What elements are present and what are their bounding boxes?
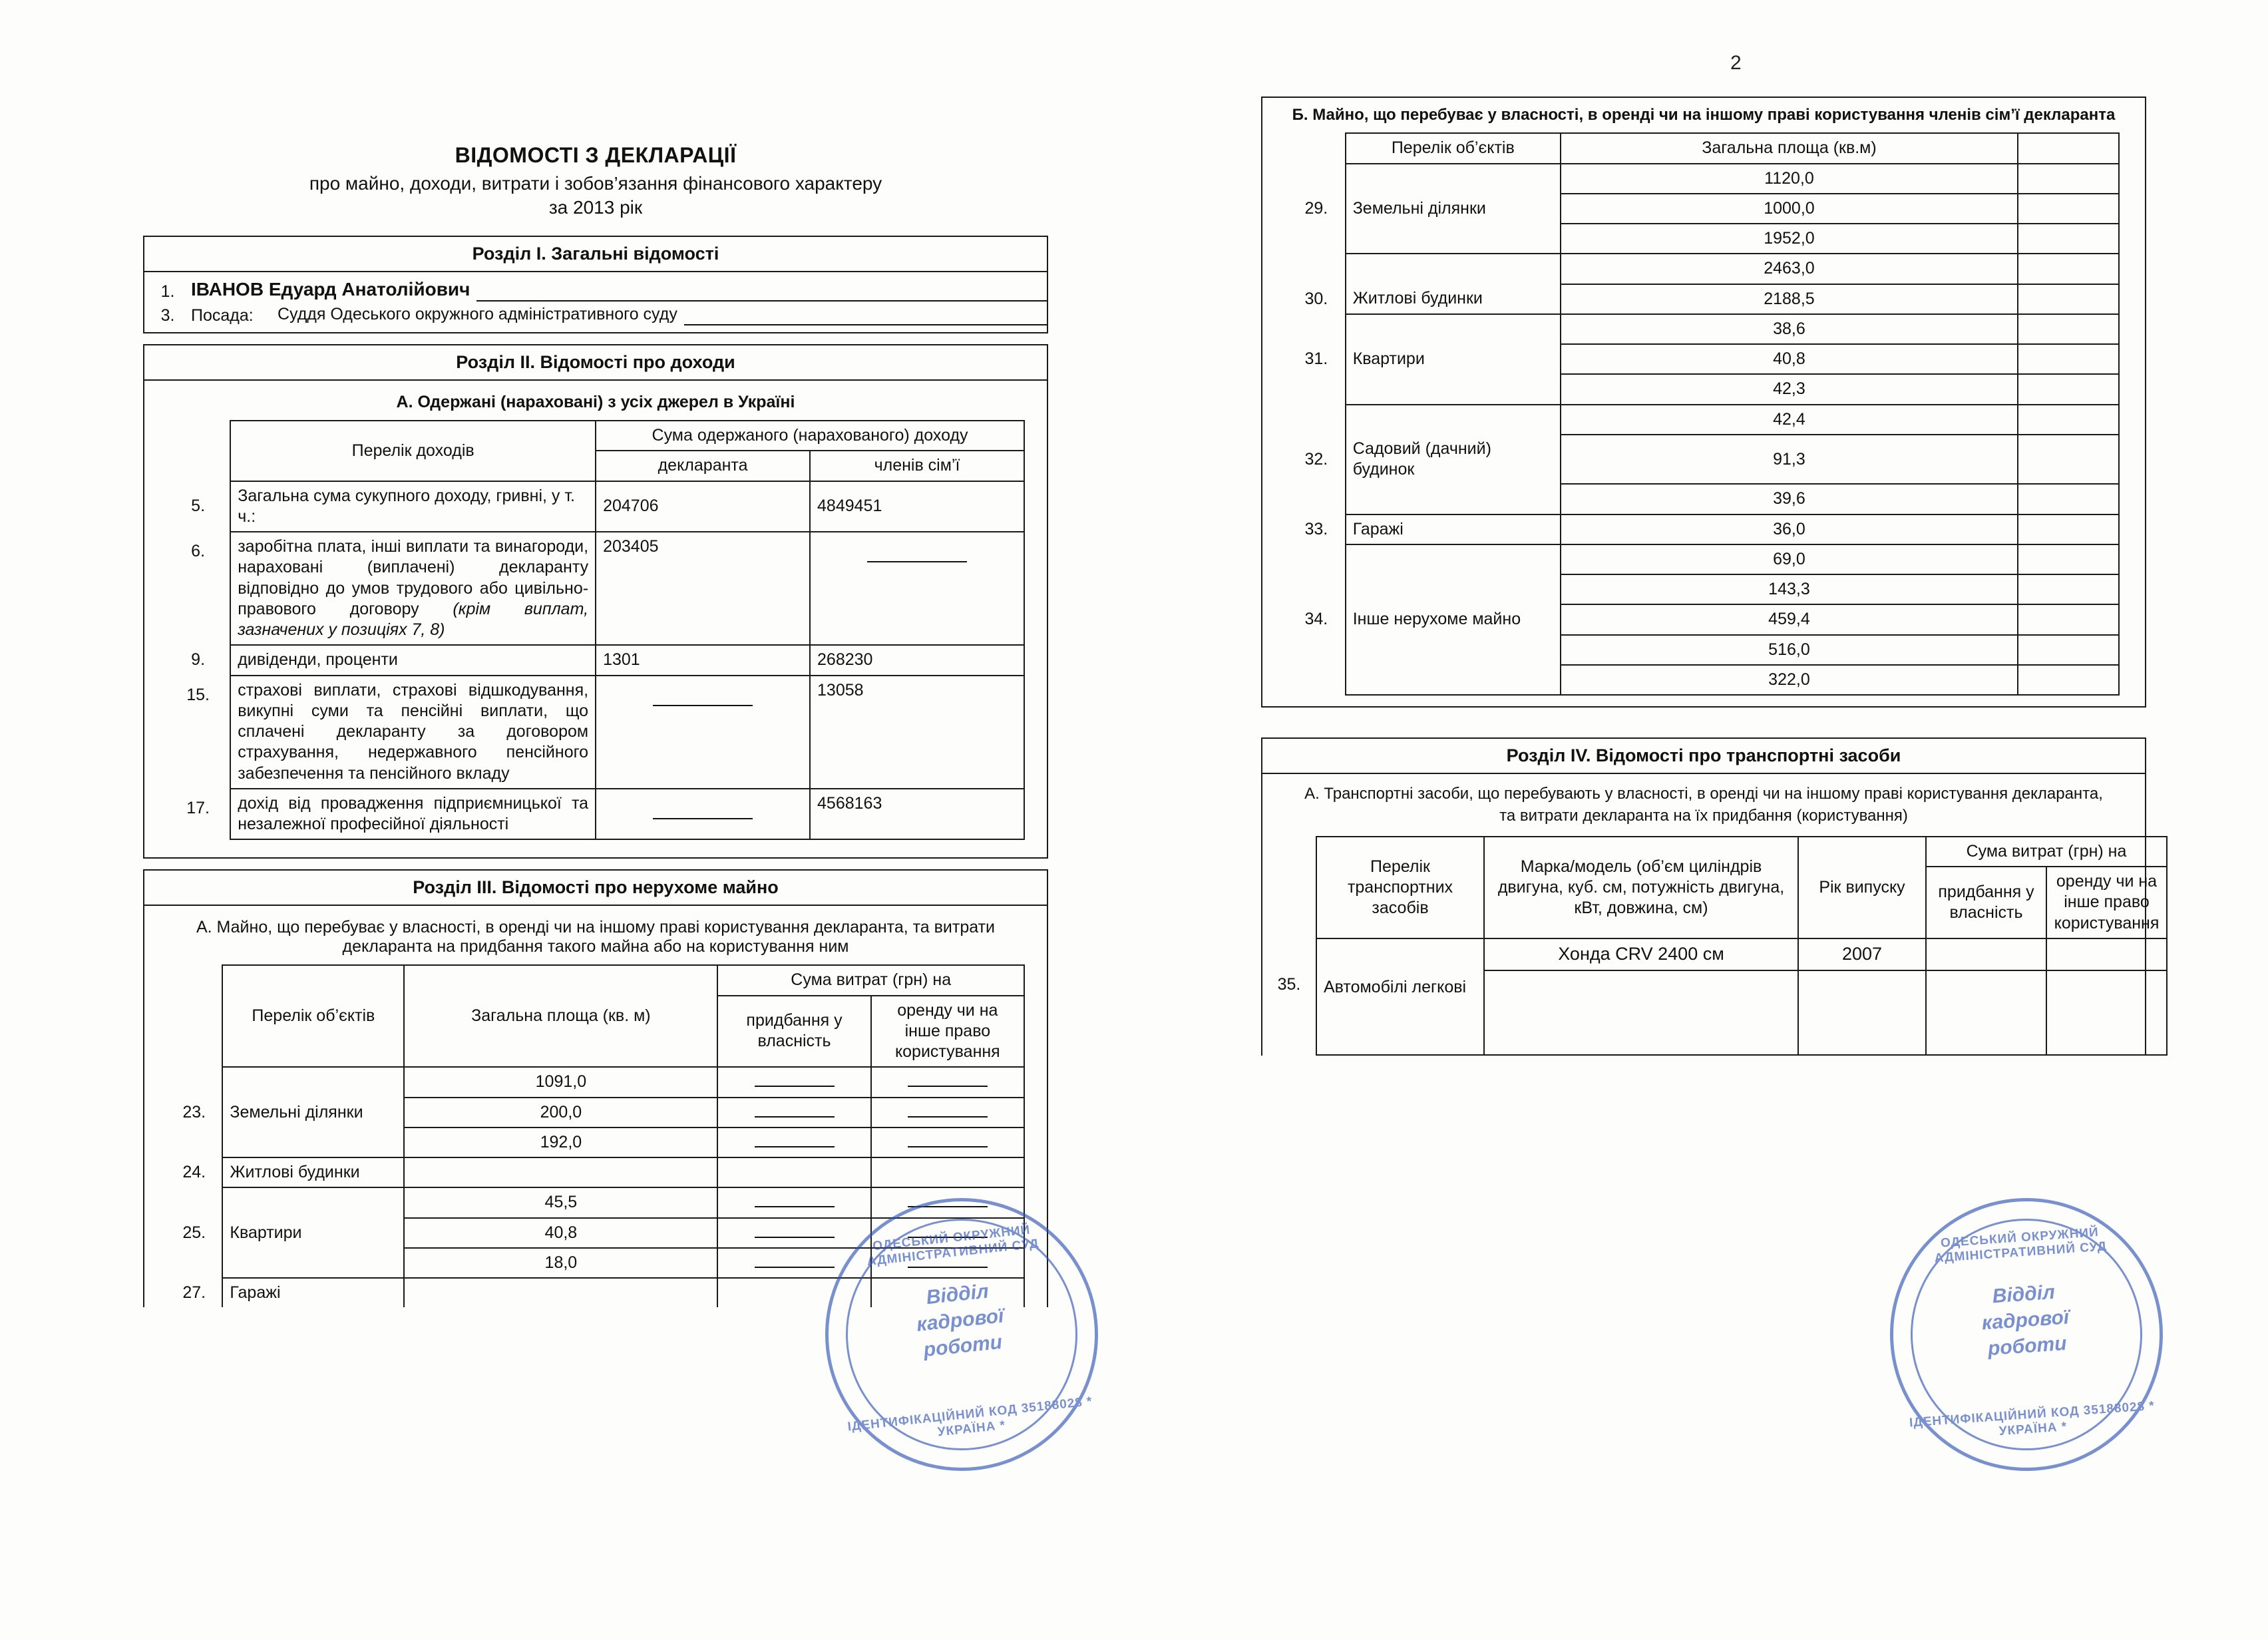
re-area-value: 192,0 <box>404 1128 717 1157</box>
row-number: 25. <box>182 1223 206 1242</box>
re-cost-buy <box>717 1067 870 1097</box>
reb-extra-cell <box>2018 374 2119 404</box>
row-number <box>166 1187 222 1217</box>
row-number <box>1288 254 1346 284</box>
re-object-label: Гаражі <box>222 1278 404 1307</box>
table-row <box>166 481 1024 532</box>
reb-object-label: Земельні ділянки <box>1346 194 1561 224</box>
section-4-subheader: А. Транспортні засоби, що перебувають у власності, в оренді чи на іншому праві користування декларанта, та витрати декларанта на їх придбання (користування) <box>1304 785 2103 825</box>
reb-extra-cell <box>2018 435 2119 485</box>
declarant-name: ІВАНОВ Едуард Анатолійович <box>191 279 471 300</box>
row-number: 27. <box>182 1283 206 1302</box>
reb-extra-cell <box>2018 514 2119 544</box>
re-object-label: Земельні ділянки <box>222 1098 404 1128</box>
table-row <box>1288 314 2119 344</box>
row-number <box>166 1067 222 1097</box>
table-row <box>1288 164 2119 194</box>
reb-extra-cell <box>2018 194 2119 224</box>
row-number <box>1288 574 1346 604</box>
row-number: 23. <box>182 1102 206 1122</box>
row-number <box>1288 665 1346 695</box>
reb-area-value: 143,3 <box>1561 574 2018 604</box>
position-label: Посада: <box>191 306 254 325</box>
stamp-inner-text: Відділ кадрової роботи <box>1981 1281 2070 1360</box>
income-label: дохід від провадження підприємницької та незалежної професійної діяльності <box>230 789 596 840</box>
reb-extra-cell <box>2018 484 2119 514</box>
reb-object-label <box>1346 484 1561 514</box>
income-label <box>230 532 596 645</box>
income-declarant-value: 1301 <box>596 645 810 675</box>
spacer-cell <box>166 965 222 1067</box>
name-rule <box>476 280 1047 302</box>
reb-area-value: 1000,0 <box>1561 194 2018 224</box>
re-object-label <box>222 1248 404 1278</box>
table-row <box>1288 604 2119 634</box>
title-line-3: за 2013 рік <box>548 197 643 218</box>
reb-object-label: Житлові будинки <box>1346 284 1561 314</box>
income-label: дивіденди, проценти <box>230 645 596 675</box>
income-col-family: членів сім’ї <box>810 451 1024 481</box>
re-cost-rent <box>871 1098 1024 1128</box>
income-label-note: (крім виплат, зазначених у позиціях 7, 8) <box>238 599 589 639</box>
income-col-declarant: декларанта <box>596 451 810 481</box>
section-1-block <box>143 236 1048 333</box>
re-object-label: Квартири <box>222 1218 404 1248</box>
reb-col-extra <box>2018 133 2119 163</box>
row-number: 1. <box>160 282 175 301</box>
section-1-row-position <box>144 304 1047 332</box>
income-family-value-empty <box>810 532 1024 645</box>
reb-object-label: Садовий (дачний) будинок <box>1346 435 1561 485</box>
re-area-value: 18,0 <box>404 1248 717 1278</box>
row-number: 34. <box>1304 610 1328 629</box>
veh-label: Автомобілі легкові <box>1316 970 1484 1055</box>
re-area-value <box>404 1157 717 1187</box>
table-row <box>1288 284 2119 314</box>
section-3-subheader-b: Б. Майно, що перебуває у власності, в оренді чи на іншому праві користування членів сім’ї декларанта <box>1292 106 2116 124</box>
re-cost-rent <box>871 1067 1024 1097</box>
reb-extra-cell <box>2018 224 2119 254</box>
veh-col-cost-buy: придбання у власність <box>1926 867 2046 938</box>
table-row <box>1262 970 2167 1055</box>
veh-cost-rent <box>2046 938 2167 970</box>
income-declarant-value: 204706 <box>596 481 810 532</box>
document-title <box>143 143 1048 218</box>
title-line-2: про майно, доходи, витрати і зобов’язання фінансового характеру <box>309 173 882 194</box>
re-col-area: Загальна площа (кв. м) <box>404 965 717 1067</box>
veh-year-empty <box>1798 970 1926 1055</box>
section-2-block <box>143 344 1048 859</box>
veh-col-cost-rent: оренду чи на інше право користування <box>2046 867 2167 938</box>
table-row <box>1288 544 2119 574</box>
table-row <box>1288 435 2119 485</box>
reb-extra-cell <box>2018 665 2119 695</box>
reb-object-label <box>1346 665 1561 695</box>
reb-area-value: 516,0 <box>1561 635 2018 665</box>
table-row <box>166 1128 1024 1157</box>
reb-area-value: 42,3 <box>1561 374 2018 404</box>
title-line-1: ВІДОМОСТІ З ДЕКЛАРАЦІЇ <box>455 143 737 167</box>
reb-extra-cell <box>2018 574 2119 604</box>
row-number <box>1288 484 1346 514</box>
table-row <box>166 645 1024 675</box>
table-row <box>1288 635 2119 665</box>
row-number <box>1288 635 1346 665</box>
row-number: 35. <box>1277 974 1301 994</box>
veh-year-value: 2007 <box>1798 938 1926 970</box>
income-family-value: 268230 <box>810 645 1024 675</box>
income-label-main: заробітна плата, інші виплати та винагороди, нараховані (виплачені) декларанту відповідно до умов трудового або цивільно-правового договору <box>238 537 589 618</box>
re-cost-buy <box>717 1128 870 1157</box>
income-family-value: 4568163 <box>810 789 1024 840</box>
reb-extra-cell <box>2018 284 2119 314</box>
income-family-value: 4849451 <box>810 481 1024 532</box>
row-number <box>166 1128 222 1157</box>
row-number: 15. <box>186 685 210 704</box>
right-column <box>1261 97 2160 1056</box>
re-cost-buy <box>717 1157 870 1187</box>
reb-area-value: 2188,5 <box>1561 284 2018 314</box>
table-header-row <box>1262 837 2167 867</box>
reb-object-label <box>1346 544 1561 574</box>
row-number: 17. <box>186 798 210 817</box>
reb-area-value: 322,0 <box>1561 665 2018 695</box>
table-row <box>1288 574 2119 604</box>
reb-extra-cell <box>2018 164 2119 194</box>
table-row <box>166 1098 1024 1128</box>
reb-extra-cell <box>2018 344 2119 374</box>
reb-extra-cell <box>2018 314 2119 344</box>
re-cost-rent <box>871 1128 1024 1157</box>
stamp-ring-top-text: ОДЕСЬКИЙ ОКРУЖНИЙ АДМІНІСТРАТИВНИЙ СУД <box>1934 1225 2108 1266</box>
table-row <box>1288 194 2119 224</box>
table-header-row <box>166 965 1024 995</box>
real-estate-family-table <box>1288 132 2120 696</box>
left-column <box>143 143 1048 1307</box>
table-row <box>1288 484 2119 514</box>
re-col-cost-rent: оренду чи на інше право користування <box>871 996 1024 1068</box>
income-declarant-value: 203405 <box>596 532 810 645</box>
re-object-label <box>222 1067 404 1097</box>
section-3-subheader-a: А. Майно, що перебуває у власності, в оренді чи на іншому праві користування декларанта, та витрати декларанта на придбання такого майна або на користування ним <box>196 918 996 956</box>
re-cost-rent <box>871 1157 1024 1187</box>
table-header-row <box>1288 133 2119 163</box>
income-declarant-value-empty <box>596 789 810 840</box>
row-number <box>1288 314 1346 344</box>
reb-area-value: 38,6 <box>1561 314 2018 344</box>
row-number <box>1288 405 1346 435</box>
re-area-value: 45,5 <box>404 1187 717 1217</box>
veh-model-value: Хонда CRV 2400 см <box>1484 938 1798 970</box>
row-number: 31. <box>1304 349 1328 369</box>
table-row <box>166 676 1024 789</box>
veh-model-empty <box>1484 970 1798 1055</box>
re-object-label <box>222 1187 404 1217</box>
reb-area-value: 91,3 <box>1561 435 2018 485</box>
table-row <box>1288 514 2119 544</box>
reb-object-label <box>1346 635 1561 665</box>
section-3-header: Розділ III. Відомості про нерухоме майно <box>144 871 1047 906</box>
stamp-ring-top-text: ОДЕСЬКИЙ ОКРУЖНИЙ АДМІНІСТРАТИВНИЙ СУД <box>866 1223 1040 1269</box>
reb-object-label <box>1346 254 1561 284</box>
table-row <box>1288 405 2119 435</box>
reb-area-value: 36,0 <box>1561 514 2018 544</box>
reb-object-label <box>1346 314 1561 344</box>
row-number <box>166 1248 222 1278</box>
income-label: Загальна сума сукупного доходу, гривні, у т. ч.: <box>230 481 596 532</box>
row-number: 5. <box>191 497 206 516</box>
reb-object-label: Інше нерухоме майно <box>1346 604 1561 634</box>
reb-object-label <box>1346 164 1561 194</box>
row-number: 9. <box>191 650 206 670</box>
spacer-cell <box>1288 133 1346 163</box>
reb-object-label <box>1346 574 1561 604</box>
table-row <box>1288 665 2119 695</box>
spacer-cell <box>1262 837 1316 938</box>
position-rule <box>684 304 1047 325</box>
section-2-header: Розділ II. Відомості про доходи <box>144 345 1047 381</box>
stamp-inner-text: Відділ кадрової роботи <box>915 1280 1005 1362</box>
table-row <box>166 1187 1024 1217</box>
spacer-cell <box>166 421 230 481</box>
re-col-costs-group: Сума витрат (грн) на <box>717 965 1024 995</box>
veh-col-list: Перелік транспортних засобів <box>1316 837 1484 938</box>
income-col-amount-group: Сума одержаного (нарахованого) доходу <box>596 421 1024 451</box>
reb-object-label <box>1346 224 1561 254</box>
reb-area-value: 39,6 <box>1561 484 2018 514</box>
section-4-block <box>1261 737 2160 1056</box>
reb-area-value: 69,0 <box>1561 544 2018 574</box>
vehicles-table <box>1262 836 2168 1056</box>
veh-col-year: Рік випуску <box>1798 837 1926 938</box>
table-row <box>1288 344 2119 374</box>
row-number <box>1288 374 1346 404</box>
re-object-label <box>222 1128 404 1157</box>
section-2-subheader: А. Одержані (нараховані) з усіх джерел в Україні <box>396 393 795 411</box>
income-table <box>166 420 1025 840</box>
reb-extra-cell <box>2018 604 2119 634</box>
re-area-value: 40,8 <box>404 1218 717 1248</box>
reb-extra-cell <box>2018 405 2119 435</box>
section-1-row-name <box>144 272 1047 304</box>
position-value: Суддя Одеського окружного адміністративного суду <box>278 305 677 323</box>
table-row <box>166 789 1024 840</box>
re-col-cost-buy: придбання у власність <box>717 996 870 1068</box>
reb-area-value: 40,8 <box>1561 344 2018 374</box>
reb-object-label: Гаражі <box>1346 514 1561 544</box>
row-number <box>1288 164 1346 194</box>
reb-object-label <box>1346 405 1561 435</box>
stamp-ring-bottom-text: ІДЕНТИФІКАЦІЙНИЙ КОД 35188028 * УКРАЇНА * <box>1909 1398 2156 1439</box>
re-area-value: 200,0 <box>404 1098 717 1128</box>
row-number <box>1288 224 1346 254</box>
re-col-objects: Перелік об’єктів <box>222 965 404 1067</box>
re-area-value: 1091,0 <box>404 1067 717 1097</box>
table-row <box>166 1157 1024 1187</box>
reb-area-value: 1120,0 <box>1561 164 2018 194</box>
veh-label <box>1316 938 1484 970</box>
reb-area-value: 459,4 <box>1561 604 2018 634</box>
table-header-row <box>166 421 1024 451</box>
income-declarant-value-empty <box>596 676 810 789</box>
reb-col-area: Загальна площа (кв.м) <box>1561 133 2018 163</box>
reb-extra-cell <box>2018 254 2119 284</box>
table-row <box>1288 254 2119 284</box>
row-number: 30. <box>1304 289 1328 308</box>
re-cost-buy <box>717 1187 870 1217</box>
reb-area-value: 2463,0 <box>1561 254 2018 284</box>
reb-extra-cell <box>2018 635 2119 665</box>
veh-cost-rent-empty <box>2046 970 2167 1055</box>
row-number: 3. <box>160 306 175 325</box>
page-number: 2 <box>1730 52 1742 74</box>
official-stamp <box>1881 1189 2172 1480</box>
income-label: страхові виплати, страхові відшкодування, викупні суми та пенсійні виплати, що сплачені декларанту за договором страхування, недержавного пенсійного забезпечення та пенсійного вкладу <box>230 676 596 789</box>
income-col-list: Перелік доходів <box>230 421 596 481</box>
reb-object-label <box>1346 374 1561 404</box>
row-number: 24. <box>182 1163 206 1181</box>
row-number <box>1262 938 1316 970</box>
veh-col-model: Марка/модель (об’єм циліндрів двигуна, куб. см, потужність двигуна, кВт, довжина, см) <box>1484 837 1798 938</box>
row-number: 33. <box>1304 519 1328 538</box>
reb-col-objects: Перелік об’єктів <box>1346 133 1561 163</box>
stamp-ring-bottom-text: ІДЕНТИФІКАЦІЙНИЙ КОД 35188028 * УКРАЇНА * <box>847 1394 1093 1440</box>
re-cost-buy <box>717 1098 870 1128</box>
veh-cost-buy <box>1926 938 2046 970</box>
row-number: 32. <box>1304 449 1328 469</box>
table-row <box>166 1067 1024 1097</box>
section-1-header: Розділ I. Загальні відомості <box>144 237 1047 272</box>
row-number: 29. <box>1304 198 1328 218</box>
income-family-value: 13058 <box>810 676 1024 789</box>
veh-col-costs-group: Сума витрат (грн) на <box>1926 837 2167 867</box>
row-number <box>1288 544 1346 574</box>
section-3b-block <box>1261 97 2146 708</box>
reb-area-value: 42,4 <box>1561 405 2018 435</box>
re-area-value <box>404 1278 717 1307</box>
table-row <box>1288 374 2119 404</box>
table-row <box>166 532 1024 645</box>
veh-cost-buy-empty <box>1926 970 2046 1055</box>
section-4-header: Розділ IV. Відомості про транспортні засоби <box>1262 739 2145 774</box>
re-object-label: Житлові будинки <box>222 1157 404 1187</box>
row-number: 6. <box>191 542 206 560</box>
table-row <box>1262 938 2167 970</box>
reb-extra-cell <box>2018 544 2119 574</box>
reb-object-label: Квартири <box>1346 344 1561 374</box>
table-row <box>1288 224 2119 254</box>
reb-area-value: 1952,0 <box>1561 224 2018 254</box>
